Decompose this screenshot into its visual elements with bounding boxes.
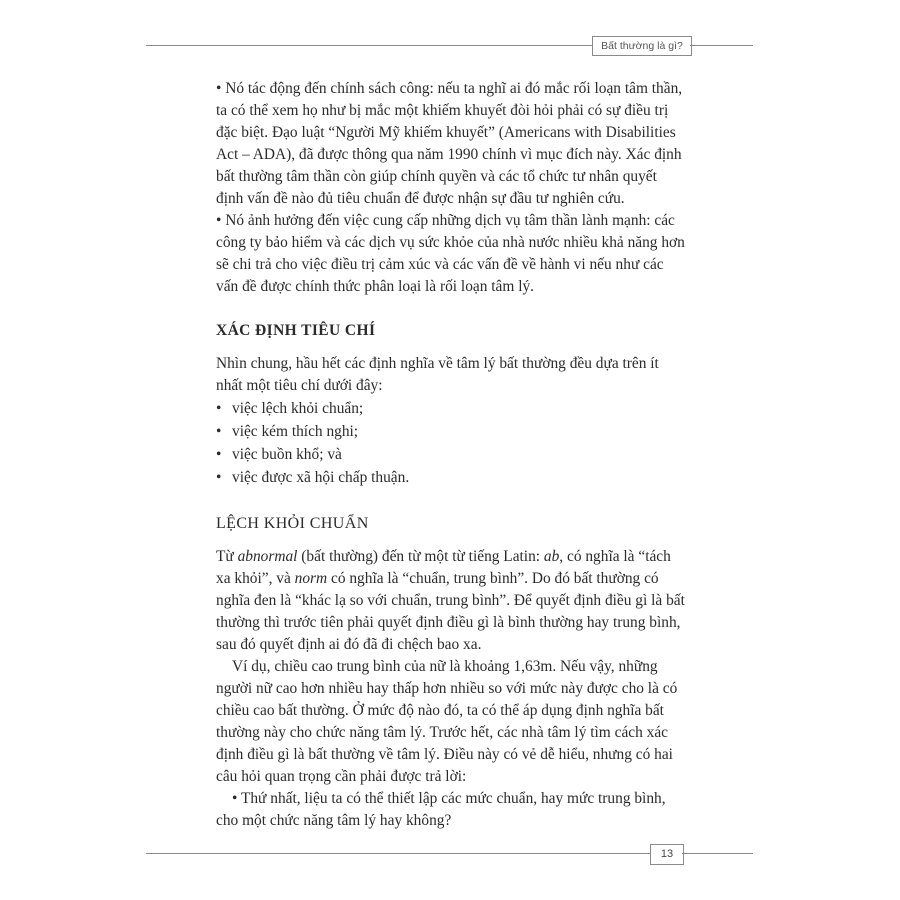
header-rule-right	[690, 45, 753, 46]
section-title-deviation: LỆCH KHỎI CHUẨN	[216, 515, 369, 532]
running-title: Bất thường là gì?	[592, 36, 692, 56]
bullet-dot: •	[216, 469, 222, 486]
criteria-item	[216, 420, 688, 443]
bullet-dot: •	[216, 400, 222, 417]
criteria-item-text: việc được xã hội chấp thuận.	[232, 469, 410, 486]
criteria-item	[216, 466, 688, 489]
criteria-intro: Nhìn chung, hầu hết các định nghĩa về tâm lý bất thường đều dựa trên ít nhất một tiêu chí dưới đây:	[216, 355, 659, 394]
bullet-dot: •	[216, 423, 222, 440]
deviation-paragraph-1	[216, 546, 688, 656]
section-title-criteria: XÁC ĐỊNH TIÊU CHÍ	[216, 322, 376, 339]
term-ab: ab	[543, 548, 560, 565]
footer-rule-right	[682, 853, 753, 854]
bullet-mental-health-services: • Nó ảnh hưởng đến việc cung cấp những dịch vụ tâm thần lành mạnh: các công ty bảo hiểm và các dịch vụ sức khỏe của nhà nước nhiều khả năng hơn sẽ chi trả cho việc điều trị cảm xúc và các vấn đề về hành vi nếu như các vấn đề được chính thức phân loại là rối loạn tâm lý.	[216, 212, 685, 295]
deviation-paragraph-2: Ví dụ, chiều cao trung bình của nữ là khoảng 1,63m. Nếu vậy, những người nữ cao hơn nhiều hay thấp hơn nhiều so với mức này được cho là có chiều cao bất thường. Ở mức độ nào đó, ta có thể áp dụng định nghĩa bất thường này cho chức năng tâm lý. Trước hết, các nhà tâm lý tìm cách xác định điều gì là bất thường về tâm lý. Điều này có vẻ dễ hiểu, nhưng có hai câu hỏi quan trọng cần phải được trả lời:	[216, 658, 678, 785]
text-run: (bất thường) đến từ một từ tiếng Latin:	[297, 548, 544, 565]
text-run: , có nghĩa là “tách xa khỏi”, và	[216, 548, 671, 587]
criteria-item-text: việc kém thích nghi;	[232, 423, 359, 440]
page-number: 13	[650, 844, 684, 865]
deviation-paragraph-3: • Thứ nhất, liệu ta có thể thiết lập các mức chuẩn, hay mức trung bình, cho một chức năng tâm lý hay không?	[216, 790, 666, 829]
bullet-dot: •	[216, 446, 222, 463]
criteria-item	[216, 397, 688, 420]
criteria-item	[216, 443, 688, 466]
criteria-item-text: việc lệch khỏi chuẩn;	[232, 400, 364, 417]
criteria-item-text: việc buồn khổ; và	[232, 446, 342, 463]
term-norm: norm	[294, 570, 328, 587]
header-rule-left	[146, 45, 592, 46]
criteria-list	[216, 397, 688, 489]
text-run: Từ	[216, 548, 238, 565]
footer-rule-left	[146, 853, 650, 854]
bullet-public-policy: • Nó tác động đến chính sách công: nếu ta nghĩ ai đó mắc rối loạn tâm thần, ta có thể xem họ như bị mắc một khiếm khuyết đòi hỏi phải có sự điều trị đặc biệt. Đạo luật “Người Mỹ khiếm khuyết” (Americans with Disabilities Act – ADA), đã được thông qua năm 1990 chính vì mục đích này. Xác định bất thường tâm thần còn giúp chính quyền và các tổ chức tư nhân quyết định vấn đề nào đủ tiêu chuẩn để được nhận sự đầu tư nghiên cứu.	[216, 80, 683, 207]
term-abnormal: abnormal	[237, 548, 298, 565]
text-run: có nghĩa là “chuẩn, trung bình”. Do đó bất thường có nghĩa đen là “khác lạ so với chuẩn, trung bình”. Để quyết định điều gì là bất thường thì trước tiên phải quyết định điều gì là bình thường hay trung bình, sau đó quyết định ai đó đã đi chệch bao xa.	[216, 570, 685, 653]
page-body	[216, 78, 688, 832]
